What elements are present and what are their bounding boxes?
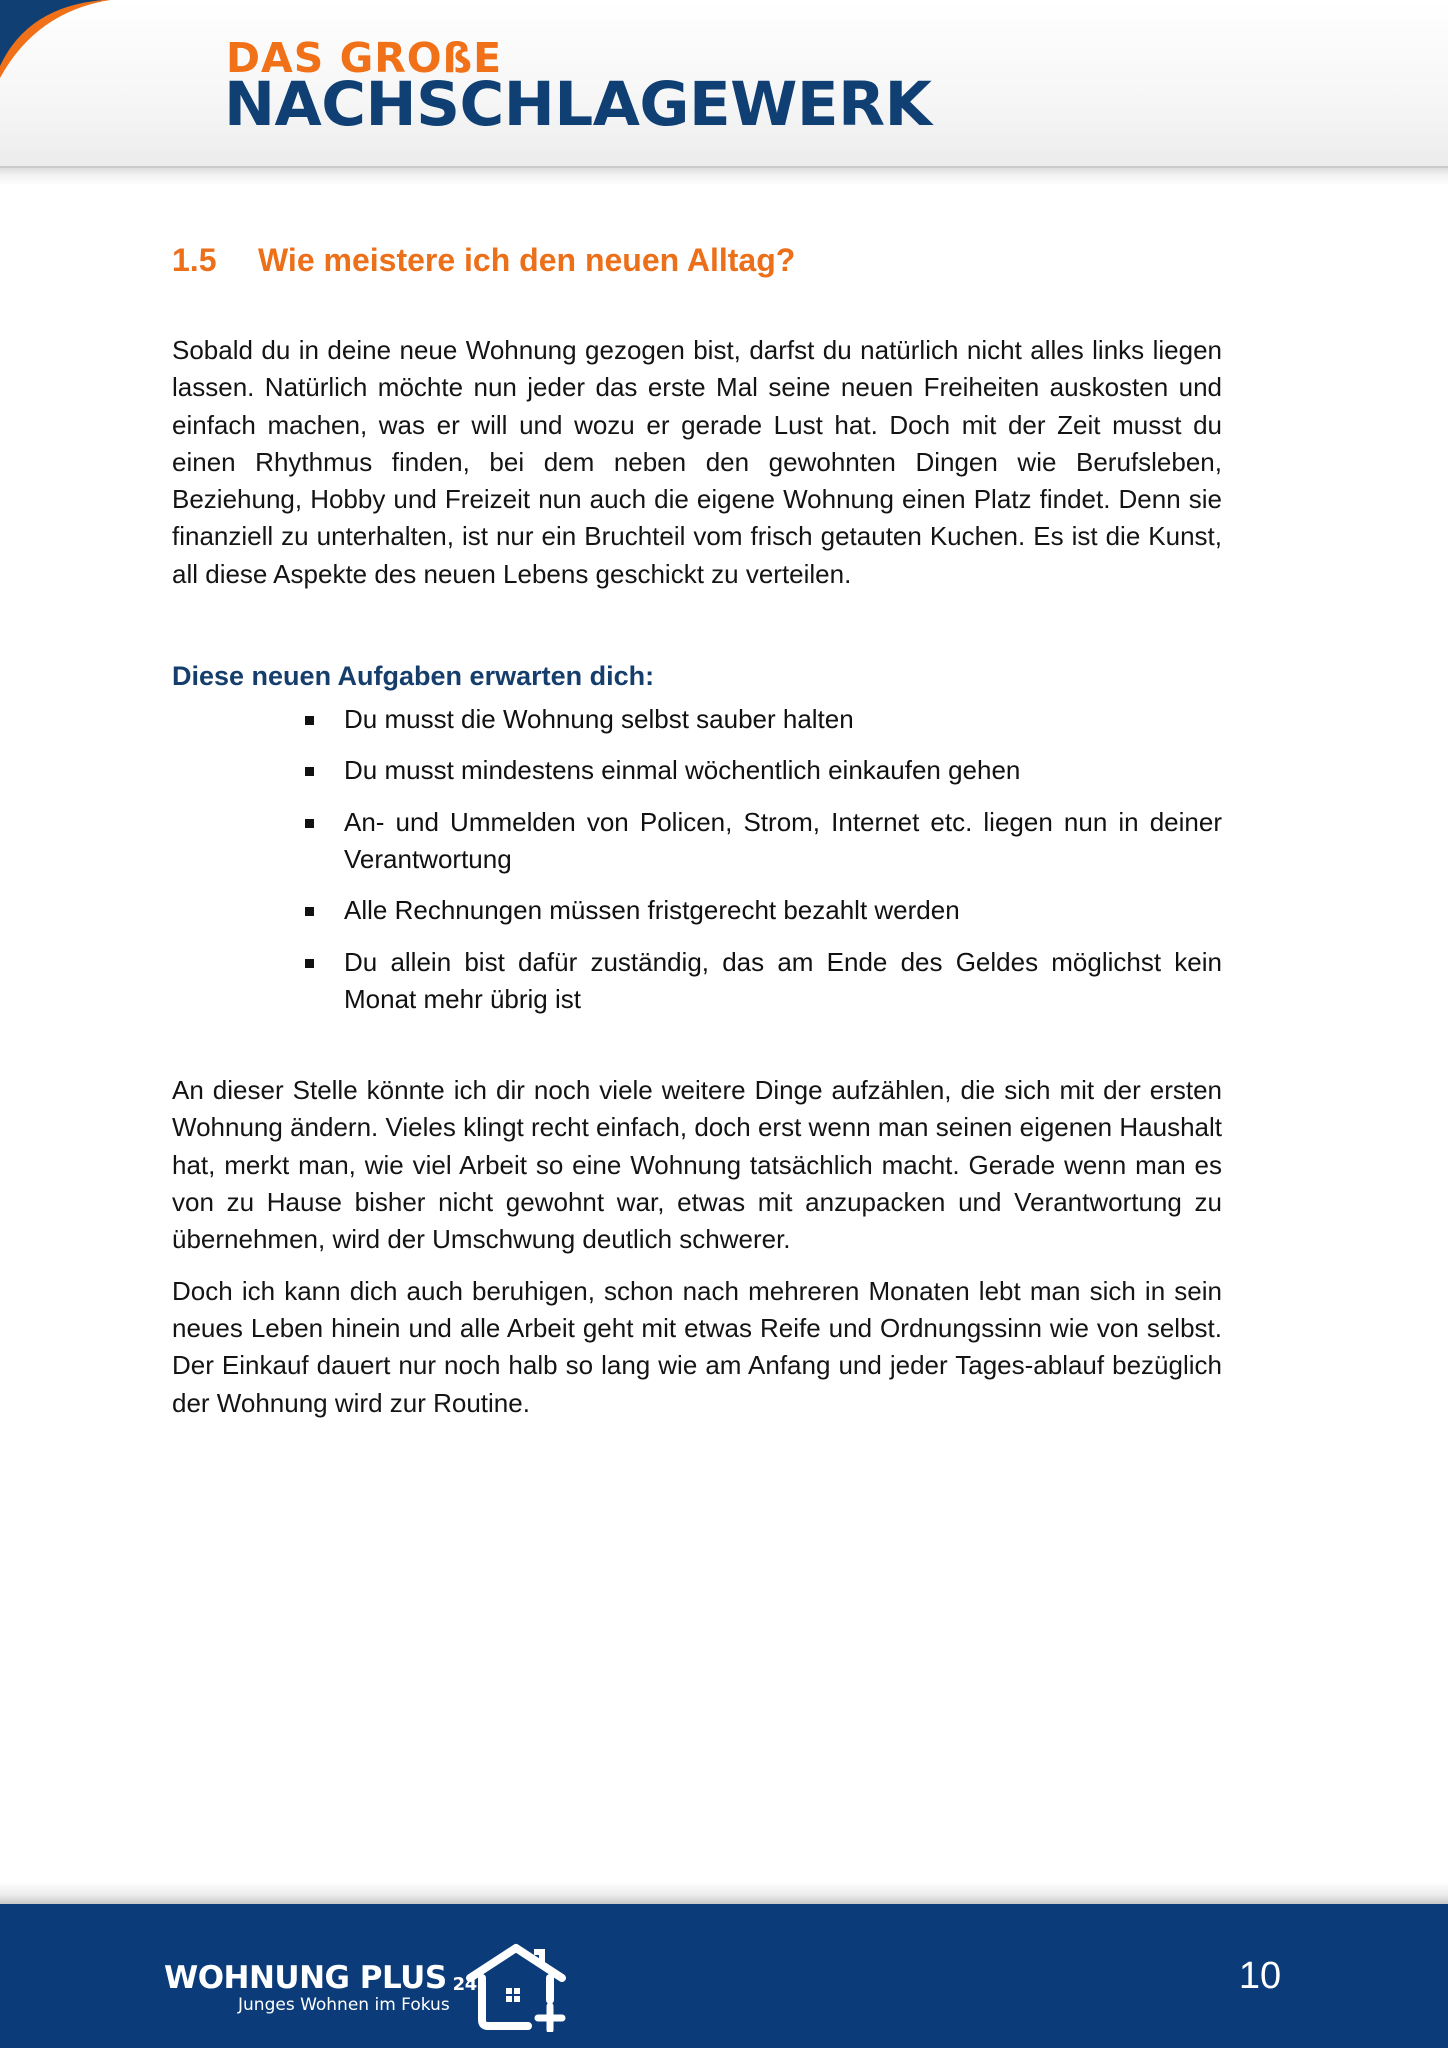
corner-swoosh-decoration (0, 0, 110, 80)
page-footer (0, 1904, 1448, 2048)
square-bullet-icon (305, 767, 314, 776)
publication-logo-subtitle: DAS GROßE (226, 34, 503, 82)
list-item (305, 701, 1222, 738)
header-shadow (0, 166, 1448, 186)
list-item-text: Du musst mindestens einmal wöchentlich einkaufen gehen (344, 755, 1021, 786)
house-plus-icon (462, 1942, 572, 2032)
page-number: 10 (1238, 1955, 1282, 1997)
page-header (0, 0, 1448, 168)
list-item (305, 752, 1222, 789)
tasks-list (172, 701, 1222, 1018)
list-item (305, 892, 1222, 929)
tasks-heading: Diese neuen Aufgaben erwarten dich: (172, 661, 655, 692)
brand-name-text: WOHNUNG PLUS (164, 1960, 447, 1996)
brand-number: 24 (452, 1974, 477, 1995)
list-item-text: Du allein bist dafür zuständig, das am Ende des Geldes möglichst kein Monat mehr übrig ist (344, 946, 1222, 1014)
intro-paragraph: Sobald du in deine neue Wohnung gezogen bist, darfst du natürlich nicht alles links liegen lassen. Natürlich möchte nun jeder das erste Mal seine neuen Freiheiten auskosten und einfach machen, was er will und wozu er gerade Lust hat. Doch mit der Zeit musst du einen Rhythmus finden, bei dem neben den gewohnten Dingen wie Berufsleben, Beziehung, Hobby und Freizeit nun auch die eigene Wohnung einen Platz findet. Denn sie finanziell zu unterhalten, ist nur ein Bruchteil vom frisch getauten Kuchen. Es ist die Kunst, all diese Aspekte des neuen Lebens geschickt zu verteilen. (172, 335, 1222, 589)
list-item-text: Du musst die Wohnung selbst sauber halten (344, 704, 854, 735)
publication-logo-title: NACHSCHLAGEWERK (224, 69, 932, 140)
list-item (305, 944, 1222, 1019)
list-item (305, 804, 1222, 879)
brand-tagline: Junges Wohnen im Fokus (238, 1995, 450, 2015)
footer-shadow (0, 1882, 1448, 1904)
section-heading (172, 240, 1222, 280)
square-bullet-icon (305, 907, 314, 916)
middle-paragraph: An dieser Stelle könnte ich dir noch viele weitere Dinge aufzählen, die sich mit der ersten Wohnung ändern. Vieles klingt recht einfach, doch erst wenn man seinen eigenen Haushalt hat, merkt man, wie viel Arbeit so eine Wohnung tatsächlich macht. Gerade wenn man es von zu Hause bisher nicht gewohnt war, etwas mit anzupacken und Verantwortung zu übernehmen, wird der Umschwung deutlich schwerer. (172, 1075, 1222, 1255)
section-number: 1.5 (172, 242, 217, 278)
square-bullet-icon (305, 819, 314, 828)
closing-paragraph: Doch ich kann dich auch beruhigen, schon nach mehreren Monaten lebt man sich in sein neues Leben hinein und alle Arbeit geht mit etwas Reife und Ordnungssinn wie von selbst. Der Einkauf dauert nur noch halb so lang wie am Anfang und jeder Tages-ablauf bezüglich der Wohnung wird zur Routine. (172, 1275, 1222, 1418)
square-bullet-icon (305, 716, 314, 725)
page-content (172, 240, 1222, 1422)
list-item-text: An- und Ummelden von Policen, Strom, Internet etc. liegen nun in deiner Verantwortung (344, 806, 1222, 874)
square-bullet-icon (305, 959, 314, 968)
section-title: Wie meistere ich den neuen Alltag? (258, 242, 796, 278)
list-item-text: Alle Rechnungen müssen fristgerecht bezahlt werden (344, 895, 960, 926)
